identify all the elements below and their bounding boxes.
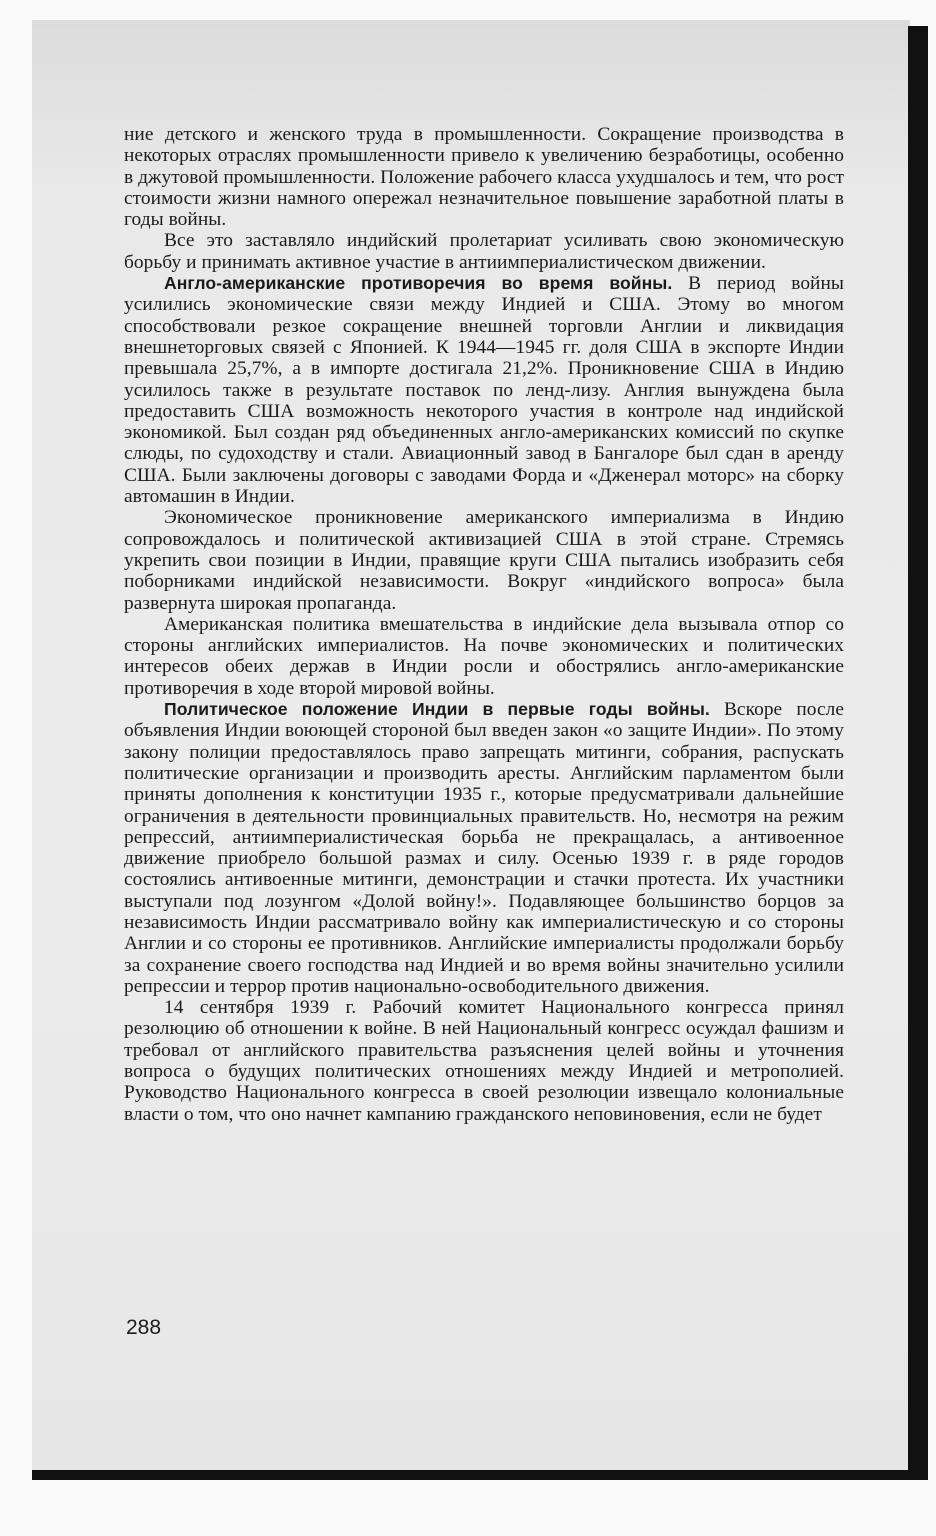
page-text <box>124 124 844 1125</box>
paragraph <box>124 124 844 230</box>
paragraph-text: Все это заставляло индийский пролетариат усиливать свою экономическую борьбу и принимать активное участие в антиимпериалистическом движении. <box>124 230 844 273</box>
paragraph <box>124 997 844 1125</box>
paragraph <box>124 614 844 699</box>
section-heading: Политическое положение Индии в первые годы войны. <box>164 699 710 720</box>
paragraph-text: Вскоре после объявления Индии воюющей стороной был введен закон «о защите Индии». По этому закону полиции предоставлялось право запрещать митинги, собрания, распускать политические организации и производить аресты. Английским парламентом были приняты дополнения к конституции 1935 г., которые предусматривали дальнейшие ограничения в деятельности провинциальных правительств. Но, несмотря на режим репрессий, антиимпериалистическая борьба не прекращалась, а антивоенное движение приобрело большой размах и силу. Осенью 1939 г. в ряде городов состоялись антивоенные митинги, демонстрации и стачки протеста. Их участники выступали под лозунгом «Долой войну!». Подавляющее большинство борцов за независимость Индии рассматривало войну как империалистическую и со стороны Англии и со стороны ее противников. Английские империалисты продолжали борьбу за сохранение своего господства над Индией и во время войны значительно усилили репрессии и террор против национально-освободительного движения. <box>124 699 845 997</box>
paragraph-text: ние детского и женского труда в промышленности. Сокращение производства в некоторых отраслях промышленности привело к увеличению безработицы, особенно в джутовой промышленности. Положение рабочего класса ухудшалось и тем, что рост стоимости жизни намного опережал незначительное повышение заработной платы в годы войны. <box>124 124 844 231</box>
paragraph <box>124 699 844 997</box>
paragraph <box>124 230 844 273</box>
page-edge-shadow-right <box>908 26 928 1478</box>
paragraph-text: 14 сентября 1939 г. Рабочий комитет Национального конгресса принял резолюцию об отношении к войне. В ней Национальный конгресс осуждал фашизм и требовал от английского правительства разъяснения целей войны и уточнения вопроса о будущих политических отношениях между Индией и метрополией. Руководство Национального конгресса в своей резолюции извещало колониальные власти о том, что оно начнет кампанию гражданского неповиновения, если не будет <box>124 997 844 1125</box>
page-number: 288 <box>126 1316 162 1339</box>
paragraph <box>124 507 844 613</box>
section-heading: Англо-американские противоречия во время войны. <box>164 273 673 294</box>
paragraph <box>124 273 844 507</box>
paragraph-text: Экономическое проникновение американского империализма в Индию сопровождалось и политической активизацией США в этой стране. Стремясь укрепить свои позиции в Индии, правящие круги США пытались изобразить себя поборниками индийской независимости. Вокруг «индийского вопроса» была развернута широкая пропаганда. <box>124 507 844 614</box>
paragraph-text: В период войны усилились экономические связи между Индией и США. Этому во многом способствовали резкое сокращение внешней торговли Англии и ликвидация внешнеторговых связей с Японией. К 1944—1945 гг. доля США в экспорте Индии превышала 25,7%, а в импорте достигала 21,2%. Проникновение США в Индию усилилось также в результате поставок по ленд-лизу. Англия вынуждена была предоставить США возможность некоторого участия в контроле над индийской экономикой. Был создан ряд объединенных англо-американских комиссий по скупке слюды, по судоходству и стали. Авиационный завод в Бангалоре был сдан в аренду США. Были заключены договоры с заводами Форда и «Дженерал моторс» на сборку автомашин в Индии. <box>124 273 844 508</box>
page-edge-shadow-bottom <box>32 1470 928 1480</box>
paragraph-text: Американская политика вмешательства в индийские дела вызывала отпор со стороны английских империалистов. На почве экономических и политических интересов обеих держав в Индии росли и обострялись англо-американские противоречия в ходе второй мировой войны. <box>124 613 844 699</box>
